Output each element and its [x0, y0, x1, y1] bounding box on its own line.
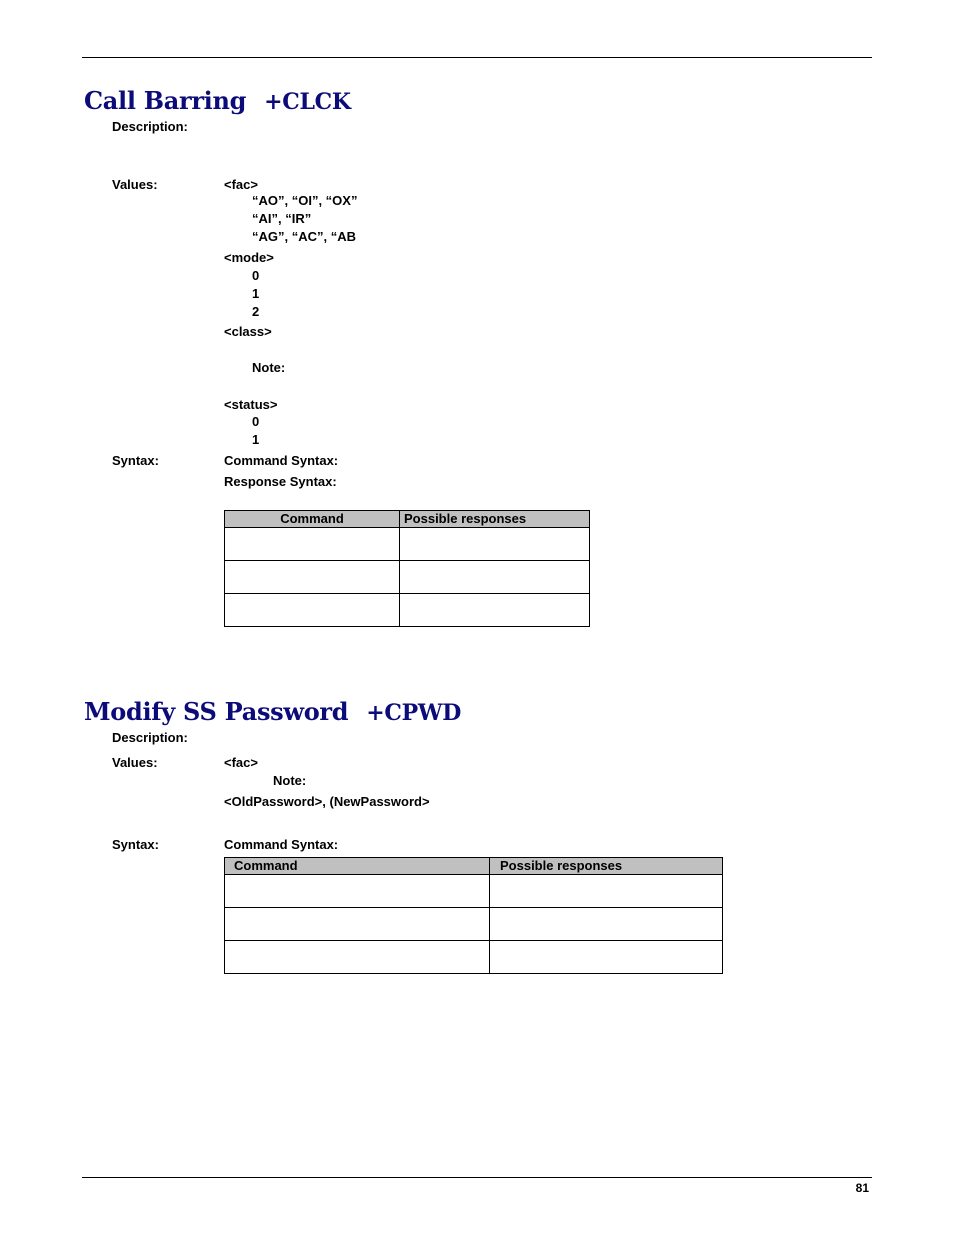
header-rule: [82, 57, 872, 58]
table-cell: [225, 875, 490, 908]
table-row: [225, 528, 590, 561]
fac-value: “AG”, “AC”, “AB: [252, 229, 356, 244]
footer-rule: [82, 1177, 872, 1178]
table-header-command: Command: [225, 858, 490, 875]
note-label: Note:: [273, 773, 307, 788]
table-cell: [400, 561, 590, 594]
page-number: 81: [855, 1181, 869, 1195]
table-header-row: [225, 858, 723, 875]
table-row: [225, 908, 723, 941]
mode-value: 1: [252, 286, 260, 301]
status-value: 1: [252, 432, 260, 447]
section-title-modify-ss-password: Modify SS Password +CPWD: [84, 697, 462, 726]
response-syntax-label: Response Syntax:: [224, 474, 337, 489]
command-syntax-label: Command Syntax:: [224, 837, 339, 852]
description-label: Description:: [112, 730, 188, 745]
fac-label: <fac>: [224, 755, 258, 770]
table-cell: [225, 528, 400, 561]
syntax-label: Syntax:: [112, 837, 159, 852]
table-row: [225, 941, 723, 974]
table-row: [225, 594, 590, 627]
table-row: [225, 875, 723, 908]
table-header-responses: Possible responses: [400, 511, 590, 528]
password-label: <OldPassword>, (NewPassword>: [224, 794, 430, 809]
command-name: +CLCK: [264, 89, 351, 115]
status-value: 0: [252, 414, 260, 429]
fac-value: “AI”, “IR”: [252, 211, 312, 226]
cpwd-command-table: [224, 857, 723, 974]
description-label: Description:: [112, 119, 188, 134]
table-cell: [490, 875, 723, 908]
clck-command-table: [224, 510, 590, 627]
table-cell: [400, 594, 590, 627]
values-label: Values:: [112, 177, 158, 192]
status-label: <status>: [224, 397, 278, 412]
mode-value: 0: [252, 268, 260, 283]
mode-label: <mode>: [224, 250, 274, 265]
table-cell: [400, 528, 590, 561]
table-row: [225, 561, 590, 594]
syntax-label: Syntax:: [112, 453, 159, 468]
table-cell: [490, 941, 723, 974]
table-header-row: [225, 511, 590, 528]
mode-value: 2: [252, 304, 260, 319]
fac-value: “AO”, “OI”, “OX”: [252, 193, 358, 208]
table-header-command: Command: [225, 511, 400, 528]
values-label: Values:: [112, 755, 158, 770]
class-label: <class>: [224, 324, 272, 339]
fac-label: <fac>: [224, 177, 258, 192]
table-cell: [225, 561, 400, 594]
table-header-responses: Possible responses: [490, 858, 723, 875]
command-syntax-label: Command Syntax:: [224, 453, 339, 468]
section-title-call-barring: Call Barring +CLCK: [84, 86, 351, 115]
table-cell: [225, 941, 490, 974]
table-cell: [225, 594, 400, 627]
table-cell: [225, 908, 490, 941]
command-name: +CPWD: [366, 700, 462, 726]
note-label: Note:: [252, 360, 286, 375]
table-cell: [490, 908, 723, 941]
